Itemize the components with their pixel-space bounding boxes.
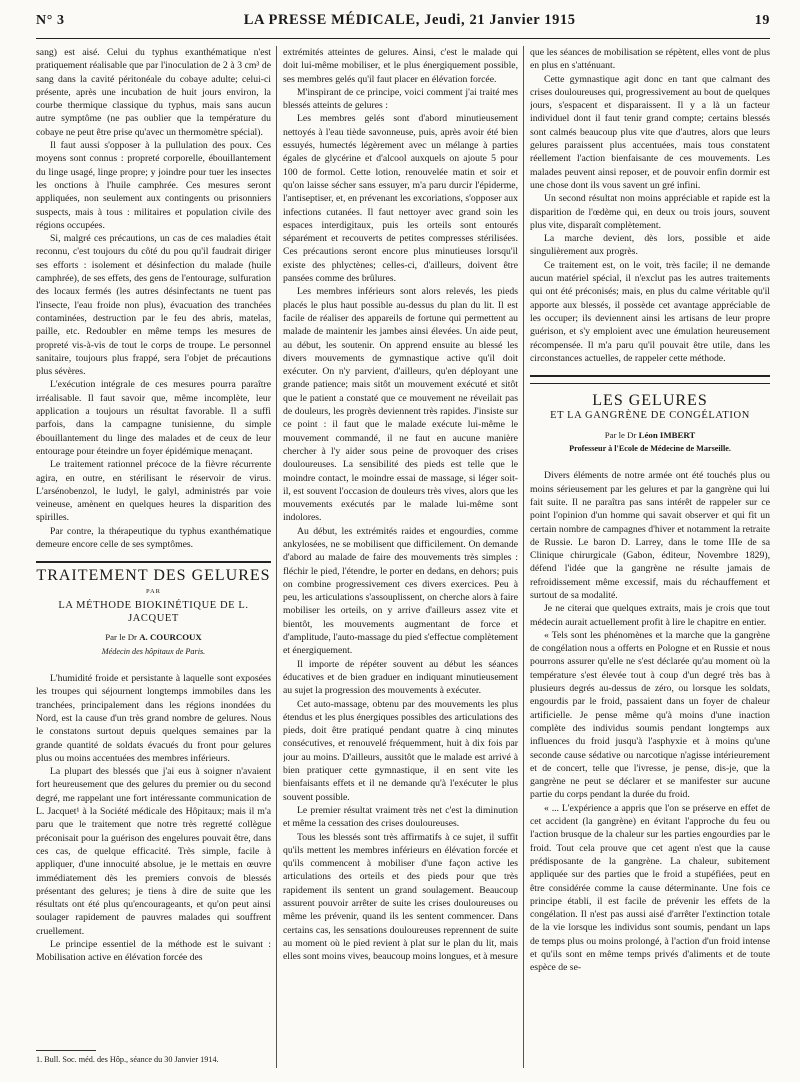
column-2 <box>283 46 518 1068</box>
paragraph: Le principe essentiel de la méthode est le suivant : Mobilisation active en élévation forcée des <box>36 939 271 964</box>
article-separator <box>36 561 271 563</box>
paragraph: Il faut aussi s'opposer à la pullulation des poux. Ces moyens sont connus : propreté corporelle, ébouillantement du linge usagé, linge propre; y joindre pour tuer les insectes les onctions à l'huile camphrée. Ces mesures seront appliquées, non seulement aux contingents ou prisonniers suspects, mais à tous : militaires et population civile des régions occupées. <box>36 140 271 231</box>
paragraph: Les membres gelés sont d'abord minutieusement nettoyés à l'eau tiède savonneuse, puis, après avoir été bien essuyés, humectés légèrement avec un mélange à parties égales de glycérine et d'alcool auxquels on ajoute 5 pour 100 de formol. Cette lotion, renouvelée matin et soir et qu'on laisse sécher sans essuyer, m'a paru durcir l'épiderme, l'antiseptiser, et, en prévenant les excoriations, s'opposer aux infections cutanées. Il faut nettoyer avec grand soin les espaces interdigitaux, puis les orteils sont entourés séparément et recouverts de petites compresses stérilisées. Ces précautions seront encore plus minutieuses lorsqu'il existe des phlyctènes; celles-ci, d'ailleurs, doivent être pansées comme des brûlures. <box>283 113 518 285</box>
paragraph: que les séances de mobilisation se répètent, elles vont de plus en plus en s'atténuant. <box>530 47 770 72</box>
author-affiliation: Professeur à l'Ecole de Médecine de Marseille. <box>569 444 731 454</box>
paragraph: M'inspirant de ce principe, voici comment j'ai traité mes blessés atteints de gelures : <box>283 86 518 112</box>
paragraph: Les membres inférieurs sont alors relevés, les pieds placés le plus haut possible au-dessus du plan du lit. Il est facile de réaliser des appareils de fortune qui permettent au malade de maintenir les jambes ainsi élevées. Un aide peut, au début, les soutenir. On apprend ensuite au blessé les divers mouvements de gymnastique active qu'il doit exécuter. On n'y parvient, d'ailleurs, qu'en déployant une grande patience; mais sitôt un mouvement exécuté et sitôt que le patient a constaté que ce mouvement ne réveilait pas de douleurs, les progrès deviennent très rapides. J'insiste sur ce point : il faut que le malade exécute lui-même le mouvement commandé, il ne faut en aucune manière chercher à l'y aider sous peine de provoquer des crises douloureuses. La sensibilité des pieds est telle que le moindre contact, le moindre essai de massage, si léger soit-il, est souvent l'occasion de douleurs très vives, alors que les mouvements exécutés par le malade lui-même sont indolores. <box>283 286 518 524</box>
paragraph: Le premier résultat vraiment très net c'est la diminution et même la cessation des crises douloureuses. <box>283 804 518 830</box>
footnote-text: 1. Bull. Soc. méd. des Hôp., séance du 30 Janvier 1914. <box>36 1055 219 1064</box>
page-header <box>36 12 770 36</box>
header-rule <box>36 38 770 39</box>
article-subtitle: LA MÉTHODE BIOKINÉTIQUE DE L. JACQUET <box>58 599 249 625</box>
journal-title: LA PRESSE MÉDICALE, Jeudi, 21 Janvier 1915 <box>243 12 576 28</box>
author-name: Léon IMBERT <box>638 429 696 440</box>
paragraph: « ... L'expérience a appris que l'on se préserve en effet de cet accident (la gangrène) en évitant l'approche du feu ou l'action brusque de la chaleur sur les parties engourdies par le froid. Tout cela prouve que cet agent n'est que la cause prédisposante de la gangrène. La chaleur, subitement appliquée sur des parties que le froid a stupéfiées, peut en être considérée comme la cause déterminante. Une fois ce principe établi, il est facile de prévenir les effets de la congélation. Il n'est pas aussi aisé d'arrêter l'extinction totale de la vie lorsque les individus sont soumis, pendant un laps de temps plus ou moins prolongé, à l'action d'un froid intense et qu'ils sont en même temps privés d'aliments et de toute espèce de se- <box>530 802 770 974</box>
article-title: TRAITEMENT DES GELURES <box>36 567 271 585</box>
paragraph: Un second résultat non moins appréciable et rapide est la disparition de l'œdème qui, en deux ou trois jours, souvent plus vite, disparaît complètement. <box>530 193 770 231</box>
paragraph: La marche devient, dès lors, possible et aide singulièrement aux progrès. <box>530 233 770 258</box>
byline <box>36 631 271 644</box>
paragraph: Il importe de répéter souvent au début les séances éducatives et de bien graduer en indiquant minutieusement au sujet la progression des mouvements à exécuter. <box>283 658 518 697</box>
paragraph: L'humidité froide et persistante à laquelle sont exposées les troupes qui séjournent longtemps immobiles dans les tranchées, principalement dans les régions inondées du Nord, est la cause d'un très grand nombre de gelures. Nous le constatons surtout depuis quelques semaines par la grande quantité de soldats évacués du front pour gelures plus ou moins accentuées des membres inférieurs. <box>36 673 271 764</box>
footnote <box>36 1050 271 1064</box>
paragraph: Si, malgré ces précautions, un cas de ces maladies était reconnu, c'est toujours du côté du pou qu'il faudrait diriger ses efforts : isolement et désinfection du malade (huile camphrée), de ses effets, des gens de l'entourage, sulfuration des locaux fermés (les autres désinfectants ne tuent pas l'insecte, l'eau froide non plus), évacuation des tranchées contaminées, destruction par le feu des abris, matelas, paille, etc. Redoubler en même temps les mesures de propreté vis-à-vis de tout le corps de troupe. Le personnel sanitaire, toujours plus frappé, sera l'objet de précautions plus sévères. <box>36 233 271 378</box>
column-divider-2 <box>523 46 524 1068</box>
column-divider-1 <box>276 46 277 1068</box>
paragraph: Cet auto-massage, obtenu par des mouvements les plus étendus et les plus énergiques possibles des articulations des pieds, doit être pratiqué pendant quatre à cinq minutes consécutives, et renouvelé fréquemment, huit à dix fois par jour au moins. D'ailleurs, aussitôt que le malade est arrivé à bien pratiquer cette gymnastique, il en sent vite les bienfaisants effets et il ne demande qu'à l'exécuter le plus souvent possible. <box>283 698 518 803</box>
paragraph: Tous les blessés sont très affirmatifs à ce sujet, il suffit qu'ils mettent les membres inférieurs en élévation forcée et qu'ils commencent à mobiliser d'une façon active les articulations des orteils et des pieds pour que très rapidement ils sentent un grand soulagement. Beaucoup assurent pouvoir arrêter de suite les crises douloureuses ou même les prévenir, quand ils les sentent commencer. Dans certains cas, les sensations douloureuses reprennent de suite au moment où le pied revient à plat sur le plan du lit, mais elles sont moins vives, beaucoup moins longues, et à mesure <box>283 831 518 963</box>
article-separator-thin <box>530 383 770 384</box>
article-separator <box>530 375 770 377</box>
article-subtitle: ET LA GANGRÈNE DE CONGÉLATION <box>550 410 750 422</box>
article-par: PAR <box>145 587 162 595</box>
paragraph: Cette gymnastique agit donc en tant que calmant des crises douloureuses qui, progressivement au bout de quelques jours, s'espacent et disparaissent. Il y a là un facteur individuel dont il faut tenir grand compte; certains blessés sont calmés beaucoup plus vite que d'autres, alors que leurs gelures paraissent plus accentuées, mais tous constatent réellement l'action bienfaisante de ces mouvements. Les malades peuvent ainsi reposer, et de pouvoir enfin dormir est une chose dont ils vous savent un gré infini. <box>530 73 770 191</box>
byline-prefix: Par le Dr <box>604 429 637 440</box>
column-1 <box>36 46 271 1068</box>
paragraph: sang) est aisé. Celui du typhus exanthématique n'est pratiquement réalisable que par l'inoculation de 2 à 3 cm³ de sang dans la cavité péritonéale du cobaye adulte; celui-ci présente, après une incubation de huit jours environ, la courbe thermique classique du typhus, mais sans aucun autre symptôme (ne pas oublier que la température du cobaye ne peut être prise qu'avec un thermomètre spécial). <box>36 47 271 138</box>
column-3 <box>530 46 770 1068</box>
paragraph: Par contre, la thérapeutique du typhus exanthématique demeure encore celle de ses symptômes. <box>36 525 271 550</box>
issue-number: N° 3 <box>36 13 65 28</box>
paragraph: Le traitement rationnel précoce de la fièvre récurrente agira, en outre, en stérilisant le réservoir de virus. L'arsénobenzol, le ludyl, le galyl, administrés par voie veineuse, amènent en quelques heures la disparition des spirilles. <box>36 459 271 524</box>
paragraph: « Tels sont les phénomènes et la marche que la gangrène de congélation nous a offerts en Pologne et en Russie et nous pourrons assurer qu'elle ne s'est déclarée qu'au moment où la température s'est élevée tout à coup d'un degré très bas à plusieurs degrés au-dessus de zéro, ou lorsque les soldats, engourdis par le froid, passaient dans un foyer de chaleur artificielle. Je pense même qu'à moins d'une inaction complète des individus soumis pendant longtemps aux influences du froid jusqu'à l'asphyxie et à moins qu'une seconde cause sédative ou narcotique n'agisse intérieurement et de concert, telle que l'ivresse, je pense, dis-je, que la gangrène ne peut se déclarer et se manifester sur aucune partie du corps pendant la durée du froid. <box>530 629 770 801</box>
paragraph: extrémités atteintes de gelures. Ainsi, c'est le malade qui doit lui-même mobiliser, et le plus énergiquement possible, ses membres gelés qu'il faut placer en élévation forcée. <box>283 47 518 85</box>
paragraph: Au début, les extrémités raides et engourdies, comme ankylosées, ne se mobilisent que difficilement. On demande d'abord au malade de faire des mouvements très simples : fléchir le pied, l'étendre, le porter en dedans, en dehors; puis on combine progressivement ces divers exercices. Peu à peu, les articulations s'assouplissent, on cherche alors à faire mobiliser les orteils, on y arrive d'ailleurs assez vite et bientôt, les mouvements augmentant de force et d'amplitude, l'auto-massage du pied s'effectue complètement et énergiquement. <box>283 525 518 657</box>
article-title: LES GELURES <box>592 392 708 410</box>
paragraph: L'exécution intégrale de ces mesures pourra paraître irréalisable. Il faut savoir que, même incomplète, leur application a toujours un résultat favorable. Il a suffi parfois, dans la campagne tunisienne, du simple ébouillantement du linge des malades et de ceux de leur entourage pour éteindre un foyer épidémique menaçant. <box>36 379 271 457</box>
author-name: A. COURCOUX <box>139 632 202 643</box>
page-number: 19 <box>754 13 770 28</box>
byline <box>530 429 770 442</box>
author-affiliation: Médecin des hôpitaux de Paris. <box>101 646 206 656</box>
paragraph: Divers éléments de notre armée ont été touchés plus ou moins sérieusement par les gelures et par la gangrène qui lui fait suite. Il ne paraîtra pas sans intérêt de rappeler sur ce point l'opinion d'un homme qui savait observer et qui fit un certain nombre de campagnes d'hiver et notamment la retraite de Russie. Le baron D. Larrey, dans le tome IIIe de sa Clinique chirurgicale (Gabon, éditeur, Novembre 1829), défend l'idée que la gangrène ne résulte jamais de refroidissement même excessif, mais du réchauffement et surtout de sa modalité. <box>530 470 770 601</box>
byline-prefix: Par le Dr <box>105 632 137 643</box>
paragraph: Je ne citerai que quelques extraits, mais je crois que tout médecin aurait actuellement profit à lire le chapitre en entier. <box>530 603 770 628</box>
paragraph: Ce traitement est, on le voit, très facile; il ne demande aucun matériel spécial, il n'exclut pas les autres traitements qui ont été préconisés; mais, en plus du calme véritable qu'il apporte aux blessés, il possède cet avantage appréciable de les occuper; ils deviennent ainsi les artisans de leur propre guérison, et s'y emploient avec une émulation heureusement récompensée. Il m'a paru qu'il pouvait être utile, dans les circonstances actuelles, de rappeler cette méthode. <box>530 259 770 364</box>
paragraph: La plupart des blessés que j'ai eus à soigner n'avaient fort heureusement que des gelures du premier ou du second degré, me rappelant une fort intéressante communication de L. Jacquet¹ à la Société médicale des Hôpitaux; mais il m'a paru que le traitement que notre très regretté collègue préconisait pour la guérison des engelures pouvait être, dans ces cas, de quelque efficacité. Très simple, facile à appliquer, d'une innocuité absolue, je le mettais en œuvre immédiatement dès les premiers convois de blessés présentant des gelures; je tiens à dire de suite que les résultats ont été plus qu'encourageants, et qu'on peut ainsi soulager rapidement de pauvres malades qui souffrent cruellement. <box>36 766 271 937</box>
footnote-rule <box>36 1050 96 1051</box>
